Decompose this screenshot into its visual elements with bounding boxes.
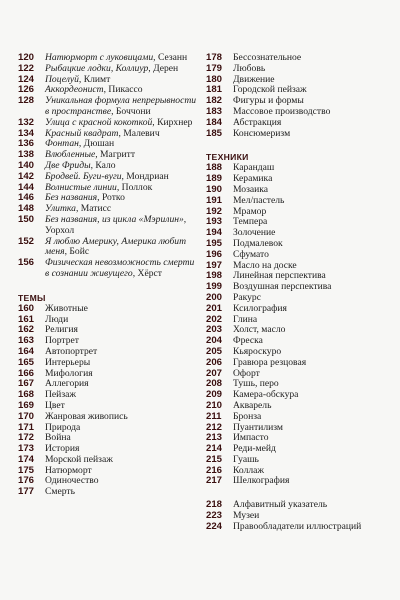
page-number: 146 [18, 192, 35, 204]
artwork-title: Уникальная формула непрерывности в пространстве [45, 95, 197, 117]
page-number: 207 [206, 367, 223, 379]
artist-name: Хёрст [137, 267, 162, 279]
page-number: 160 [18, 302, 35, 314]
artwork-entry[interactable] [18, 258, 200, 280]
artist-name: Ротко [101, 192, 125, 204]
entry-label: Карандаш [233, 162, 275, 174]
artist-name: Мондриан [126, 170, 169, 182]
entry-label: Мифология [45, 367, 93, 379]
page-number: 197 [206, 259, 223, 271]
page-number: 196 [206, 248, 223, 260]
page-number: 206 [206, 356, 223, 368]
index-entry[interactable] [206, 118, 386, 129]
entry-label: Натюрморт [45, 464, 92, 476]
entry-text: Физическая невозможность смерти в сознании живущего, Хёрст [45, 257, 195, 279]
entry-label: Камера-обскура [233, 389, 299, 401]
entry-label: Керамика [233, 173, 273, 185]
page-number: 192 [206, 205, 223, 217]
artwork-title: Аккордеонист [45, 84, 104, 96]
page-number: 209 [206, 389, 223, 401]
artwork-title: Я люблю Америку, Америка любит меня [45, 235, 187, 258]
entry-label: Масло на доске [233, 259, 297, 271]
page-number: 214 [206, 443, 223, 455]
entry-label: Массовое производство [233, 105, 331, 117]
artworks-list [18, 53, 200, 280]
artwork-title: Физическая невозможность смерти в сознании живущего [45, 257, 195, 279]
artist-name: Кирхнер [157, 116, 193, 128]
page-number: 172 [18, 432, 35, 444]
page-number: 152 [18, 235, 35, 247]
artist-name: Кало [95, 159, 116, 171]
entry-label: Жанровая живопись [45, 410, 128, 422]
entry-label: Музеи [233, 510, 260, 522]
artwork-title: Волнистые линии [45, 181, 117, 193]
entry-label: Коллаж [233, 464, 265, 476]
entry-label: Пуантилизм [233, 421, 283, 433]
page-number: 150 [18, 213, 35, 225]
entry-label: Гравюра резцовая [233, 356, 307, 368]
artist-name: Уорхол [45, 224, 75, 236]
index-entry[interactable] [206, 476, 386, 487]
page-number: 223 [206, 510, 223, 522]
entry-label: Консюмеризм [233, 127, 291, 139]
artwork-title: Без названия [45, 192, 98, 204]
entry-label: Одиночество [45, 475, 99, 487]
page-number: 138 [18, 149, 35, 161]
page-number: 176 [18, 475, 35, 487]
entry-label: Бронза [233, 410, 262, 422]
entry-label: Аллегория [45, 378, 89, 390]
index-entry[interactable] [206, 522, 386, 533]
page-number: 179 [206, 62, 223, 74]
entry-label: Импасто [233, 432, 269, 444]
appendix-list [206, 500, 386, 532]
index-entry[interactable] [206, 64, 386, 75]
entry-label: Мел/пастель [233, 194, 285, 206]
page-number: 128 [18, 95, 35, 107]
entry-text: Без названия, Ротко [45, 192, 125, 204]
entry-label: Линейная перспектива [233, 270, 326, 282]
entry-text: Фонтан, Дюшан [45, 138, 115, 150]
entry-label: Движение [233, 73, 275, 85]
page-number: 122 [18, 62, 35, 74]
index-entry[interactable] [206, 358, 386, 369]
page-number: 183 [206, 105, 223, 117]
index-entry[interactable] [18, 358, 200, 369]
page-number: 175 [18, 464, 35, 476]
page-number: 169 [18, 399, 35, 411]
artist-name: Поллок [121, 181, 153, 193]
entry-label: Природа [45, 421, 81, 433]
index-entry[interactable] [18, 487, 200, 498]
page-number: 171 [18, 421, 35, 433]
entry-text: Волнистые линии, Поллок [45, 181, 153, 193]
page-number: 224 [206, 520, 223, 532]
page-number: 198 [206, 270, 223, 282]
page-number: 212 [206, 421, 223, 433]
entry-label: Цвет [45, 399, 65, 411]
entry-label: Абстракция [233, 116, 282, 128]
page-number: 217 [206, 475, 223, 487]
page-number: 173 [18, 443, 35, 455]
page-number: 161 [18, 313, 35, 325]
index-entry[interactable] [18, 304, 200, 315]
entry-label: Пейзаж [45, 389, 76, 401]
artwork-title: Влюбленные [45, 149, 96, 161]
artwork-title: Натюрморт с луковицами [45, 52, 154, 63]
page-number: 184 [206, 116, 223, 128]
page-number: 208 [206, 378, 223, 390]
entry-label: Религия [45, 324, 78, 336]
page-number: 120 [18, 52, 35, 63]
entry-text: Улица с красной кокоткой, Кирхнер [45, 116, 193, 128]
entry-label: Городской пейзаж [233, 84, 307, 96]
entry-label: Глина [233, 313, 258, 325]
page-number: 191 [206, 194, 223, 206]
index-entry[interactable] [206, 129, 386, 140]
page-number: 180 [206, 73, 223, 85]
entry-label: Золочение [233, 227, 276, 239]
entry-text: Рыбацкие лодки, Коллиур, Дерен [45, 62, 179, 74]
entry-text: Аккордеонист, Пикассо [45, 84, 143, 96]
entry-text: Поцелуй, Климт [45, 73, 111, 85]
artist-name: Боччони [115, 105, 151, 117]
entry-label: Реди-мейд [233, 443, 276, 455]
page-number: 170 [18, 410, 35, 422]
entry-label: Мозаика [233, 183, 269, 195]
page-number: 211 [206, 410, 222, 422]
page-number: 213 [206, 432, 223, 444]
page-number: 189 [206, 173, 223, 185]
entry-label: Животные [45, 302, 88, 314]
artist-name: Матисс [80, 203, 112, 215]
page-number: 201 [206, 302, 223, 314]
entry-label: Холст, масло [233, 324, 286, 336]
artwork-entry[interactable] [18, 237, 200, 259]
entry-label: Люди [45, 313, 69, 325]
entry-text: Без названия, из цикла «Мэрилин», Уорхол [45, 213, 187, 236]
page-number: 178 [206, 52, 223, 63]
entry-text: Влюбленные, Магритт [45, 149, 136, 161]
artist-name: Дерен [153, 62, 179, 74]
page-number: 166 [18, 367, 35, 379]
artwork-title: Улица с красной кокоткой [45, 116, 153, 128]
page-number: 205 [206, 345, 223, 357]
artist-name: Магритт [100, 149, 136, 161]
left-column [18, 53, 200, 498]
page-number: 202 [206, 313, 223, 325]
page-number: 162 [18, 324, 35, 336]
entry-label: Тушь, перо [233, 378, 279, 390]
entry-label: Любовь [233, 62, 266, 74]
index-entry[interactable] [206, 196, 386, 207]
page-number: 195 [206, 237, 223, 249]
entry-label: Ракурс [233, 291, 261, 303]
page-number: 142 [18, 170, 35, 182]
entry-label: Интерьеры [45, 356, 91, 368]
page-number: 124 [18, 73, 35, 85]
entry-label: Бессознательное [233, 52, 302, 63]
index-entry[interactable] [206, 304, 386, 315]
entry-label: Фреска [233, 335, 263, 347]
page-number: 177 [18, 486, 35, 498]
artwork-entry[interactable] [18, 96, 200, 118]
entry-label: Воздушная перспектива [233, 281, 332, 293]
entry-label: Алфавитный указатель [233, 499, 328, 511]
themes-continued-list [206, 53, 386, 139]
artist-name: Дюшан [83, 138, 115, 150]
page-number: 204 [206, 335, 223, 347]
index-entry[interactable] [206, 412, 386, 423]
page-number: 215 [206, 453, 223, 465]
page-number: 163 [18, 335, 35, 347]
entry-text: Улитка, Матисс [45, 203, 112, 215]
artwork-title: Фонтан [45, 138, 79, 150]
index-entry[interactable] [18, 412, 200, 423]
artist-name: Климт [83, 73, 111, 85]
artist-name: Пикассо [108, 84, 143, 96]
page-number: 156 [18, 257, 35, 269]
artwork-entry[interactable] [18, 215, 200, 237]
page-number: 164 [18, 345, 35, 357]
page-number: 193 [206, 216, 223, 228]
artist-name: Малевич [123, 127, 160, 139]
page-number: 174 [18, 453, 35, 465]
entry-label: Сфумато [233, 248, 269, 260]
entry-label: Мрамор [233, 205, 267, 217]
entry-label: Темпера [233, 216, 268, 228]
page-number: 218 [206, 499, 223, 511]
page-number: 140 [18, 159, 35, 171]
entry-label: Акварель [233, 399, 272, 411]
themes-heading: ТЕМЫ [18, 292, 46, 303]
artist-name: Сезанн [157, 52, 188, 63]
entry-label: Правообладатели иллюстраций [233, 520, 362, 532]
entry-label: История [45, 443, 80, 455]
entry-label: Ксилография [233, 302, 287, 314]
page-number: 126 [18, 84, 35, 96]
artwork-title: Рыбацкие лодки, Коллиур [45, 62, 149, 74]
entry-label: Портрет [45, 335, 79, 347]
entry-label: Морской пейзаж [45, 453, 113, 465]
entry-label: Фигуры и формы [233, 95, 304, 107]
artist-name: Бойс [69, 246, 90, 258]
techniques-heading: ТЕХНИКИ [206, 152, 249, 163]
entry-text: Я люблю Америку, Америка любит меня, Бойс [45, 235, 187, 258]
entry-label: Гуашь [233, 453, 259, 465]
page-number: 210 [206, 399, 223, 411]
page-number: 136 [18, 138, 35, 150]
artwork-title: Поцелуй [45, 73, 79, 85]
page-number: 165 [18, 356, 35, 368]
page-number: 203 [206, 324, 223, 336]
artwork-title: Красный квадрат [45, 127, 119, 139]
page-number: 134 [18, 127, 35, 139]
entry-text: Бродвей. Буги-вуги, Мондриан [45, 170, 169, 182]
entry-label: Кьяроскуро [233, 345, 282, 357]
page-number: 216 [206, 464, 223, 476]
entry-label: Автопортрет [45, 345, 98, 357]
entry-label: Подмалевок [233, 237, 283, 249]
page-number: 185 [206, 127, 223, 139]
entry-label: Война [45, 432, 71, 444]
artwork-title: Без названия, из цикла «Мэрилин» [45, 213, 184, 225]
page-number: 132 [18, 116, 35, 128]
page-number: 168 [18, 389, 35, 401]
page-number: 200 [206, 291, 223, 303]
entry-text: Две Фриды, Кало [45, 159, 116, 171]
page-number: 167 [18, 378, 35, 390]
entry-text: Красный квадрат, Малевич [45, 127, 160, 139]
page-number: 188 [206, 162, 223, 174]
page-number: 181 [206, 84, 223, 96]
index-entry[interactable] [206, 250, 386, 261]
entry-label: Смерть [45, 486, 75, 498]
page-number: 144 [18, 181, 35, 193]
entry-text: Уникальная формула непрерывности в пространстве, Боччони [45, 95, 197, 117]
artwork-title: Две Фриды [45, 159, 91, 171]
right-column [206, 53, 386, 533]
page-number: 199 [206, 281, 223, 293]
artwork-title: Бродвей. Буги-вуги [45, 170, 122, 182]
artwork-title: Улитка [45, 203, 76, 215]
techniques-list [206, 163, 386, 487]
page-number: 194 [206, 227, 223, 239]
page-number: 182 [206, 95, 223, 107]
entry-text: Натюрморт с луковицами, Сезанн [45, 52, 188, 63]
entry-label: Шелкография [233, 475, 290, 487]
page-number: 190 [206, 183, 223, 195]
page-number: 148 [18, 203, 35, 215]
themes-list [18, 304, 200, 498]
entry-label: Офорт [233, 367, 260, 379]
